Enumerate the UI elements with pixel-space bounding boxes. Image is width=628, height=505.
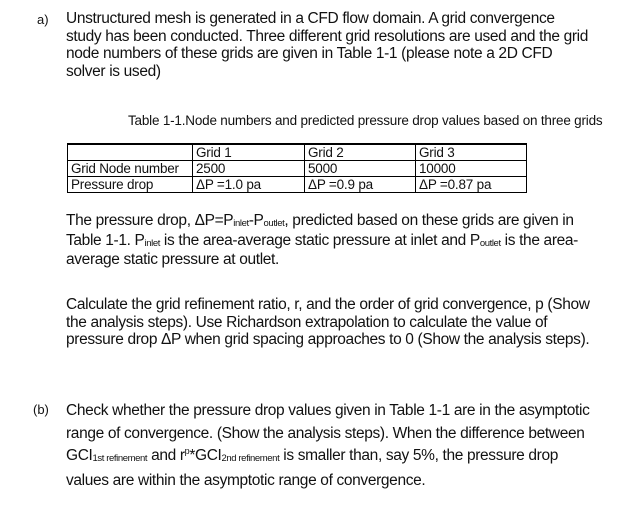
intro-line: study has been conducted. Three different grid resolutions are used and the grid	[66, 27, 589, 45]
question-b-marker: (b)	[33, 402, 49, 417]
table-header-cell: Grid 1	[193, 144, 305, 161]
pressure-drop-paragraph	[66, 212, 578, 269]
table-header-cell	[68, 144, 193, 161]
table-cell: 2500	[193, 161, 305, 177]
table-header-cell: Grid 3	[416, 144, 527, 161]
intro-line: Unstructured mesh is generated in a CFD flow domain. A grid convergence	[66, 10, 555, 27]
text: Table 1-1. P	[66, 231, 145, 249]
pressure-line	[66, 232, 578, 252]
text: and r	[147, 447, 185, 464]
subscript: inlet	[233, 218, 249, 229]
grid-table	[67, 143, 527, 193]
table-header-cell: Grid 2	[305, 144, 416, 161]
superscript: p	[184, 446, 190, 456]
b-line: range of convergence. (Show the analysis steps). When the difference between	[66, 424, 585, 442]
table-cell: ΔP =0.87 pa	[416, 177, 527, 193]
table-cell: 5000	[305, 161, 416, 177]
question-b-text	[66, 400, 589, 492]
b-line	[66, 445, 589, 470]
table-cell: ΔP =1.0 pa	[193, 177, 305, 193]
pressure-line: average static pressure at outlet.	[66, 251, 279, 268]
text: -P	[248, 212, 264, 229]
subscript: 2nd refinement	[221, 453, 280, 464]
table-row	[68, 161, 527, 177]
subscript: inlet	[144, 237, 160, 249]
b-line: Check whether the pressure drop values given in Table 1-1 are in the asymptotic	[66, 402, 590, 419]
text: *GCI	[189, 447, 222, 464]
table-cell: Pressure drop	[68, 177, 193, 193]
calc-line: the analysis steps). Use Richardson extrapolation to calculate the value of	[66, 313, 548, 331]
calc-line: Calculate the grid refinement ratio, r, and the order of grid convergence, p (Show	[66, 296, 590, 313]
pressure-line	[66, 212, 578, 232]
subscript: outlet	[263, 218, 285, 229]
question-a-marker: a)	[37, 12, 49, 27]
text: The pressure drop, ΔP=P	[66, 212, 234, 229]
table-cell: Grid Node number	[68, 161, 193, 177]
subscript: outlet	[479, 237, 501, 249]
calculation-paragraph	[66, 296, 590, 349]
table-caption: Table 1-1.Node numbers and predicted pressure drop values based on three grids	[128, 113, 603, 128]
intro-line: solver is used)	[66, 62, 161, 80]
subscript: 1st refinement	[92, 453, 148, 464]
calc-line: pressure drop ΔP when grid spacing approaches to 0 (Show the analysis steps).	[66, 331, 590, 348]
table-header-row	[68, 144, 527, 161]
table-row	[68, 177, 527, 193]
text: is smaller than, say 5%, the pressure drop	[279, 447, 559, 464]
table-cell: 10000	[416, 161, 527, 177]
text: GCI	[66, 447, 93, 464]
intro-line: node numbers of these grids are given in Table 1-1 (please note a 2D CFD	[66, 45, 553, 62]
text: is the area-	[500, 231, 578, 249]
question-a-intro	[66, 10, 588, 80]
table-cell: ΔP =0.9 pa	[305, 177, 416, 193]
text: , predicted based on these grids are given in	[284, 212, 574, 229]
b-line: values are within the asymptotic range of convergence.	[66, 471, 426, 489]
text: is the area-average static pressure at inlet and P	[159, 231, 480, 249]
